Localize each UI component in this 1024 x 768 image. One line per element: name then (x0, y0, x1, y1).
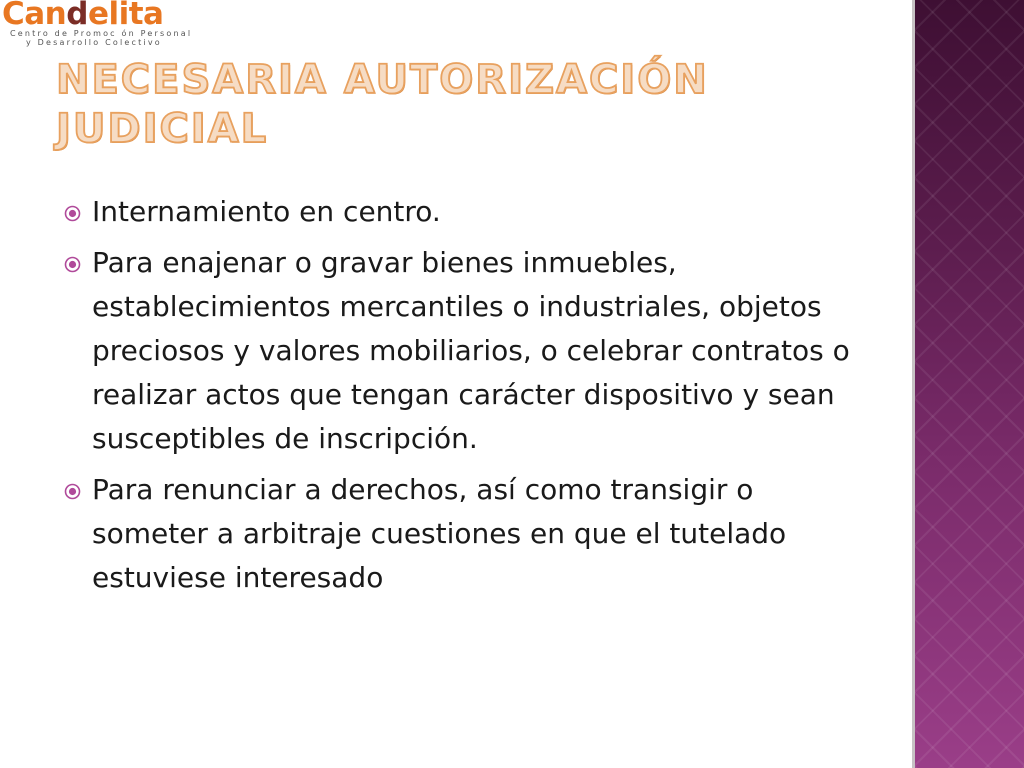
logo-subtitle-line2: y Desarrollo Colectivo (26, 38, 162, 47)
logo-subtitle-line1: Centro de Promoc ón Personal (10, 29, 193, 38)
logo-name-part1: Can (2, 0, 67, 32)
slide-title: NECESARIA AUTORIZACIÓN JUDICIAL (56, 57, 709, 152)
logo-name-accent: d (66, 0, 88, 32)
logo-name-part2: elita (87, 0, 164, 32)
candelita-logo (2, 0, 193, 47)
bullet-item (60, 468, 860, 600)
bullet-item (60, 241, 860, 461)
bullet-list (60, 190, 860, 607)
bullet-text: Para enajenar o gravar bienes inmuebles, establecimientos mercantiles o industriales, objetos preciosos y valores mobiliarios, o celebrar contratos o realizar actos que tengan carácter dispositivo y sean susceptibles de inscripción. (92, 246, 850, 455)
circle-bullet-icon (64, 483, 81, 500)
circle-bullet-icon (64, 205, 81, 222)
bullet-text: Internamiento en centro. (92, 195, 441, 228)
decorative-side-band (912, 0, 1024, 768)
bullet-text: Para renunciar a derechos, así como transigir o someter a arbitraje cuestiones en que el tutelado estuviese interesado (92, 473, 787, 594)
bullet-item (60, 190, 860, 234)
circle-bullet-icon (64, 256, 81, 273)
